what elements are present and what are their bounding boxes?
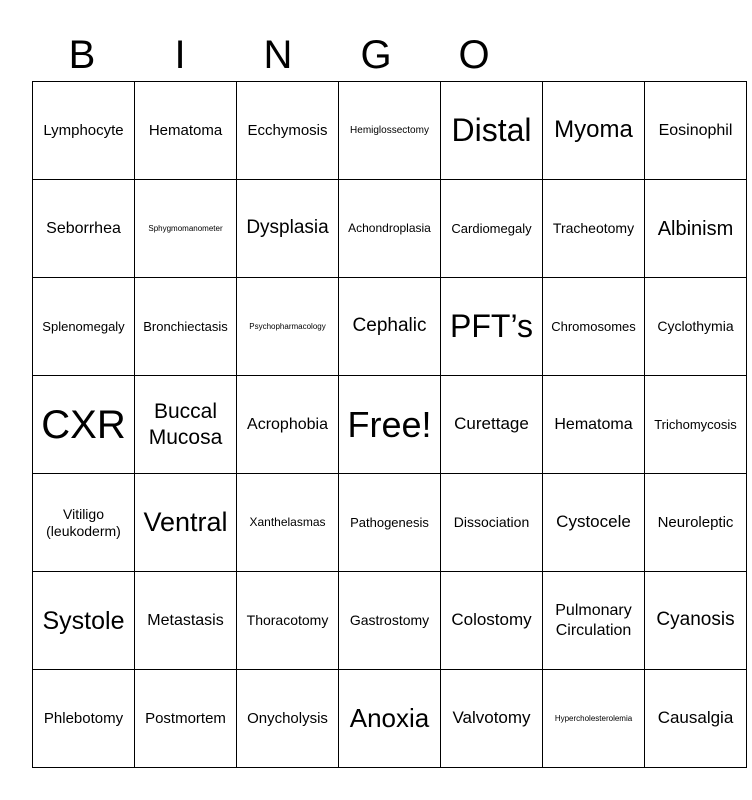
bingo-card-grid [32, 81, 747, 768]
bingo-cell[interactable]: Systole [33, 572, 135, 670]
bingo-cell[interactable]: Thoracotomy [237, 572, 339, 670]
bingo-cell[interactable]: Myoma [543, 82, 645, 180]
bingo-cell[interactable]: Cephalic [339, 278, 441, 376]
bingo-cell[interactable]: Bronchiectasis [135, 278, 237, 376]
bingo-header [33, 30, 523, 80]
bingo-cell[interactable]: Hematoma [543, 376, 645, 474]
header-letter-n: N [263, 33, 293, 77]
bingo-cell[interactable]: Tracheotomy [543, 180, 645, 278]
bingo-cell[interactable]: Vitiligo (leukoderm) [33, 474, 135, 572]
bingo-cell[interactable]: Distal [441, 82, 543, 180]
bingo-cell[interactable]: Phlebotomy [33, 670, 135, 768]
bingo-cell[interactable]: Ecchymosis [237, 82, 339, 180]
bingo-cell[interactable]: Hemiglossectomy [339, 82, 441, 180]
bingo-cell[interactable]: Sphygmomanometer [135, 180, 237, 278]
bingo-cell[interactable]: Dysplasia [237, 180, 339, 278]
bingo-cell[interactable]: Lymphocyte [33, 82, 135, 180]
header-letter-g: G [360, 33, 392, 77]
bingo-cell[interactable]: Cyanosis [645, 572, 747, 670]
bingo-cell[interactable]: PFT’s [441, 278, 543, 376]
bingo-cell[interactable]: Cyclothymia [645, 278, 747, 376]
header-letter-i: I [174, 33, 186, 77]
bingo-cell[interactable]: Xanthelasmas [237, 474, 339, 572]
bingo-row [33, 572, 747, 670]
bingo-cell[interactable]: Gastrostomy [339, 572, 441, 670]
bingo-cell[interactable]: Pulmonary Circulation [543, 572, 645, 670]
bingo-cell[interactable]: Colostomy [441, 572, 543, 670]
bingo-row [33, 278, 747, 376]
bingo-cell[interactable]: Eosinophil [645, 82, 747, 180]
bingo-cell[interactable]: Trichomycosis [645, 376, 747, 474]
bingo-cell[interactable]: Acrophobia [237, 376, 339, 474]
bingo-cell[interactable]: Chromosomes [543, 278, 645, 376]
bingo-row [33, 474, 747, 572]
bingo-cell[interactable]: CXR [33, 376, 135, 474]
bingo-cell[interactable]: Metastasis [135, 572, 237, 670]
header-letter-b: B [68, 33, 96, 77]
bingo-cell[interactable]: Neuroleptic [645, 474, 747, 572]
bingo-cell[interactable]: Albinism [645, 180, 747, 278]
bingo-cell[interactable]: Onycholysis [237, 670, 339, 768]
bingo-cell[interactable]: Hematoma [135, 82, 237, 180]
bingo-cell[interactable]: Hypercholesterolemia [543, 670, 645, 768]
bingo-cell[interactable]: Dissociation [441, 474, 543, 572]
bingo-cell[interactable]: Cystocele [543, 474, 645, 572]
header-letter-o: O [458, 33, 490, 77]
bingo-cell[interactable]: Psychopharmacology [237, 278, 339, 376]
bingo-cell[interactable]: Anoxia [339, 670, 441, 768]
bingo-row [33, 670, 747, 768]
bingo-cell[interactable]: Postmortem [135, 670, 237, 768]
bingo-cell[interactable]: Seborrhea [33, 180, 135, 278]
bingo-cell[interactable]: Achondroplasia [339, 180, 441, 278]
bingo-cell[interactable]: Pathogenesis [339, 474, 441, 572]
bingo-cell[interactable]: Causalgia [645, 670, 747, 768]
bingo-cell[interactable]: Buccal Mucosa [135, 376, 237, 474]
bingo-row [33, 180, 747, 278]
bingo-cell[interactable]: Splenomegaly [33, 278, 135, 376]
bingo-cell[interactable]: Free! [339, 376, 441, 474]
bingo-row [33, 376, 747, 474]
bingo-cell[interactable]: Ventral [135, 474, 237, 572]
bingo-cell[interactable]: Cardiomegaly [441, 180, 543, 278]
bingo-row [33, 82, 747, 180]
bingo-cell[interactable]: Curettage [441, 376, 543, 474]
bingo-cell[interactable]: Valvotomy [441, 670, 543, 768]
